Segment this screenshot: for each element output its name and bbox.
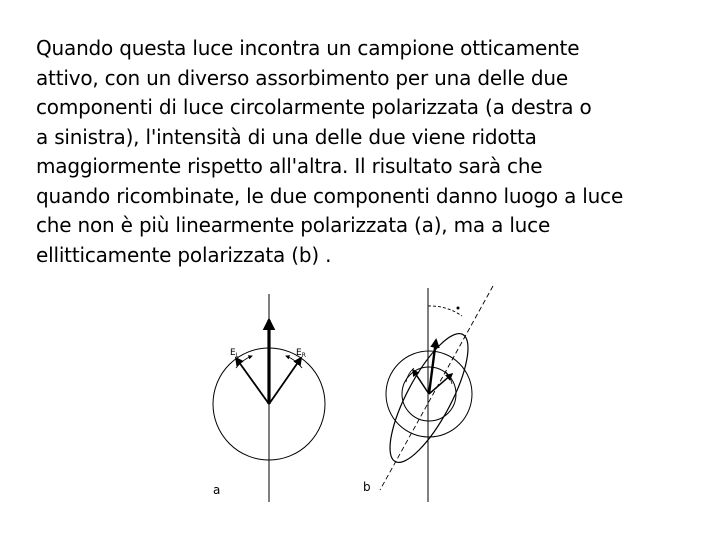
text-line: Quando questa luce incontra un campione otticamente — [36, 36, 580, 60]
panel-b-ellipse — [376, 324, 482, 472]
panel-b-diagram — [363, 286, 493, 502]
text-line: a sinistra), l'intensità di una delle due viene ridotta — [36, 124, 537, 149]
panel-b-angle-mark — [457, 307, 460, 310]
panel-a-right-vector — [269, 358, 301, 404]
text-line: quando ricombinate, le due componenti danno luogo a luce — [36, 183, 624, 208]
text-line: maggiormente rispetto all'altra. Il risultato sarà che — [36, 154, 543, 178]
panel-a-left-vector-label: $E_L$ — [230, 348, 240, 359]
panel-b-label: b — [363, 480, 371, 494]
panel-a-diagram — [213, 294, 325, 502]
panel-a-left-vector — [236, 358, 269, 404]
polarization-figure — [200, 280, 520, 505]
text-line: componenti di luce circolarmente polarizzata (a destra o — [36, 95, 592, 119]
text-line: ellitticamente polarizzata (b) . — [36, 242, 332, 267]
panel-a-label: a — [213, 483, 221, 497]
text-line: che non è più linearmente polarizzata (a), ma a luce — [36, 213, 551, 237]
slide-body-text — [36, 34, 696, 270]
panel-b-right-vector — [429, 374, 452, 394]
polarization-diagram — [200, 280, 520, 505]
panel-a-right-vector-label: $E_R$ — [296, 348, 306, 359]
panel-b-left-vector — [413, 370, 429, 394]
text-line: attivo, con un diverso assorbimento per una delle due — [36, 65, 568, 90]
